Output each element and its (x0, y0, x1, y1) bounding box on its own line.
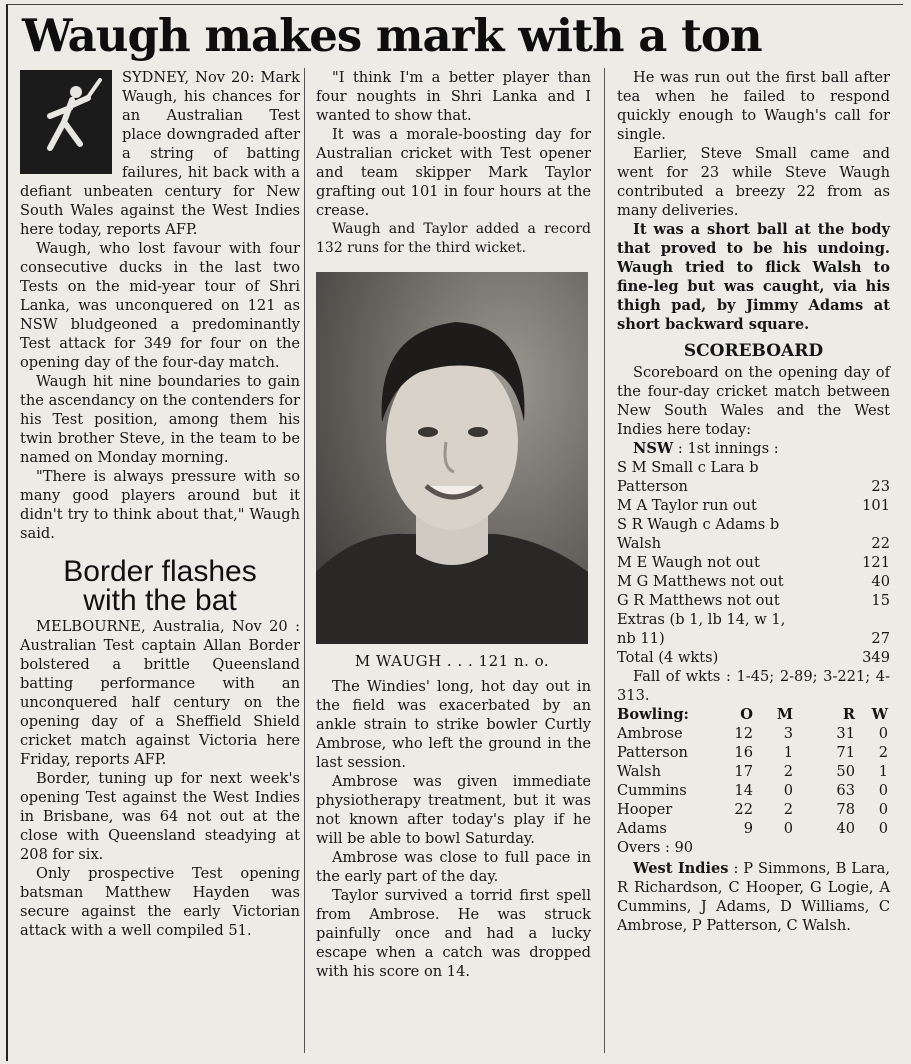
extras-row: Extras (b 1, lb 14, w 1, nb 11) 27 (617, 611, 890, 647)
article-paragraph: "I think I'm a better player than four noughts in Shri Lanka and I wanted to show that. (316, 69, 591, 124)
bowling-row: Ambrose 12 3 31 0 (617, 725, 888, 742)
photo-block (316, 272, 588, 671)
article-paragraph: Waugh, who lost favour with four consecutive ducks in the last two Tests on the mid-year tour of Shri Lanka, was unconquered on 121 as NSW bludgeoned a predominantly Test attack for 349 for four on the opening day of the four-day match. (20, 240, 300, 371)
fall-of-wickets: Fall of wkts : 1-45; 2-89; 3-221; 4-313. (617, 668, 890, 704)
batting-row: S M Small c Lara b Patterson 23 (617, 459, 890, 495)
article-paragraph: The Windies' long, hot day out in the field was exacerbated by an ankle strain to strike bowler Curtly Ambrose, who left the ground in the last session. (316, 678, 591, 771)
article-paragraph: MELBOURNE, Australia, Nov 20 : Australian Test captain Allan Border bolstered a brittle Queensland batting performance with an unconquered half century on the opening day of a Sheffield Shield cricket match against Victoria here Friday, reports AFP. (20, 618, 300, 768)
column-2 (316, 68, 591, 981)
column-3 (617, 68, 890, 935)
subhead: Border flashes with the bat (63, 555, 257, 617)
article-paragraph: Taylor survived a torrid first spell from Ambrose. He was struck painfully once and had a lucky escape when a catch was dropped with his score on 14. (316, 887, 591, 980)
batting-row: M A Taylor run out 101 (617, 497, 890, 514)
bowling-row: Patterson 16 1 71 2 (617, 744, 888, 761)
scoreboard-intro: Scoreboard on the opening day of the four-day cricket match between New South Wales and the West Indies here today: (617, 364, 890, 438)
batting-list (617, 458, 890, 667)
column-rule (604, 68, 605, 1053)
article-paragraph: "There is always pressure with so many good players around but it didn't try to think about that," Waugh said. (20, 468, 300, 542)
bowling-row: Adams 9 0 40 0 (617, 820, 888, 837)
scoreboard-title: SCOREBOARD (683, 341, 824, 361)
cricket-logo-icon (20, 70, 112, 174)
article-paragraph: Only prospective Test opening batsman Matthew Hayden was secure against the early Victorian attack with a well compiled 51. (20, 865, 300, 939)
article-paragraph: Waugh hit nine boundaries to gain the ascendancy on the contenders for his Test position, among them his twin brother Steve, in the team to be named on Monday morning. (20, 373, 300, 466)
west-indies-team: West Indies : P Simmons, B Lara, R Richardson, C Hooper, G Logie, A Cummins, J Adams, D Williams, C Ambrose, P Patterson, C Walsh. (617, 860, 890, 934)
headline: Waugh makes mark with a ton (22, 9, 762, 62)
article-paragraph: It was a morale-boosting day for Australian cricket with Test opener and team skipper Mark Taylor grafting out 101 in four hours at the crease. (316, 126, 591, 219)
batting-row: S R Waugh c Adams b Walsh 22 (617, 516, 890, 552)
overs: Overs : 90 (617, 839, 694, 856)
bowling-row: Walsh 17 2 50 1 (617, 763, 888, 780)
article-paragraph: Waugh and Taylor added a record 132 runs for the third wicket. (316, 221, 591, 256)
batting-row: M G Matthews not out 40 (617, 573, 890, 590)
article-paragraph: It was a short ball at the body that proved to be his undoing. Waugh tried to flick Walsh to fine-leg but was caught, via his thigh pad, by Jimmy Adams at short backward square. (617, 221, 890, 333)
bowling-row: Hooper 22 2 78 0 (617, 801, 888, 818)
innings-heading: NSW : 1st innings : (633, 440, 779, 457)
article-paragraph: Ambrose was given immediate physiotherapy treatment, but it was not known after today's play if he will be able to bowl Saturday. (316, 773, 591, 847)
article-paragraph: He was run out the first ball after tea when he failed to respond quickly enough to Waugh's call for single. (617, 69, 890, 143)
bowling-row: Cummins 14 0 63 0 (617, 782, 888, 799)
photo-caption: M WAUGH . . . 121 n. o. (354, 652, 550, 670)
bowling-header: Bowling: O M R W (617, 706, 888, 723)
batting-row: G R Matthews not out 15 (617, 592, 890, 609)
total-row: Total (4 wkts) 349 (617, 649, 890, 666)
portrait-photo (316, 272, 588, 644)
article-paragraph: Ambrose was close to full pace in the early part of the day. (316, 849, 591, 885)
article-paragraph: Border, tuning up for next week's opening Test against the West Indies in Brisbane, was 64 not out at the close with Queensland steadying at 208 for six. (20, 770, 300, 863)
column-rule (304, 68, 305, 1053)
article-paragraph: SYDNEY, Nov 20: Mark Waugh, his chances for an Australian Test place downgraded after a string of batting failures, hit back with a defiant unbeaten century for New South Wales against the West Indies here today, reports AFP. (20, 69, 300, 238)
batting-row: M E Waugh not out 121 (617, 554, 890, 571)
article-paragraph: Earlier, Steve Small came and went for 23 while Steve Waugh contributed a breezy 22 from as many deliveries. (617, 145, 890, 219)
column-1 (20, 68, 300, 940)
